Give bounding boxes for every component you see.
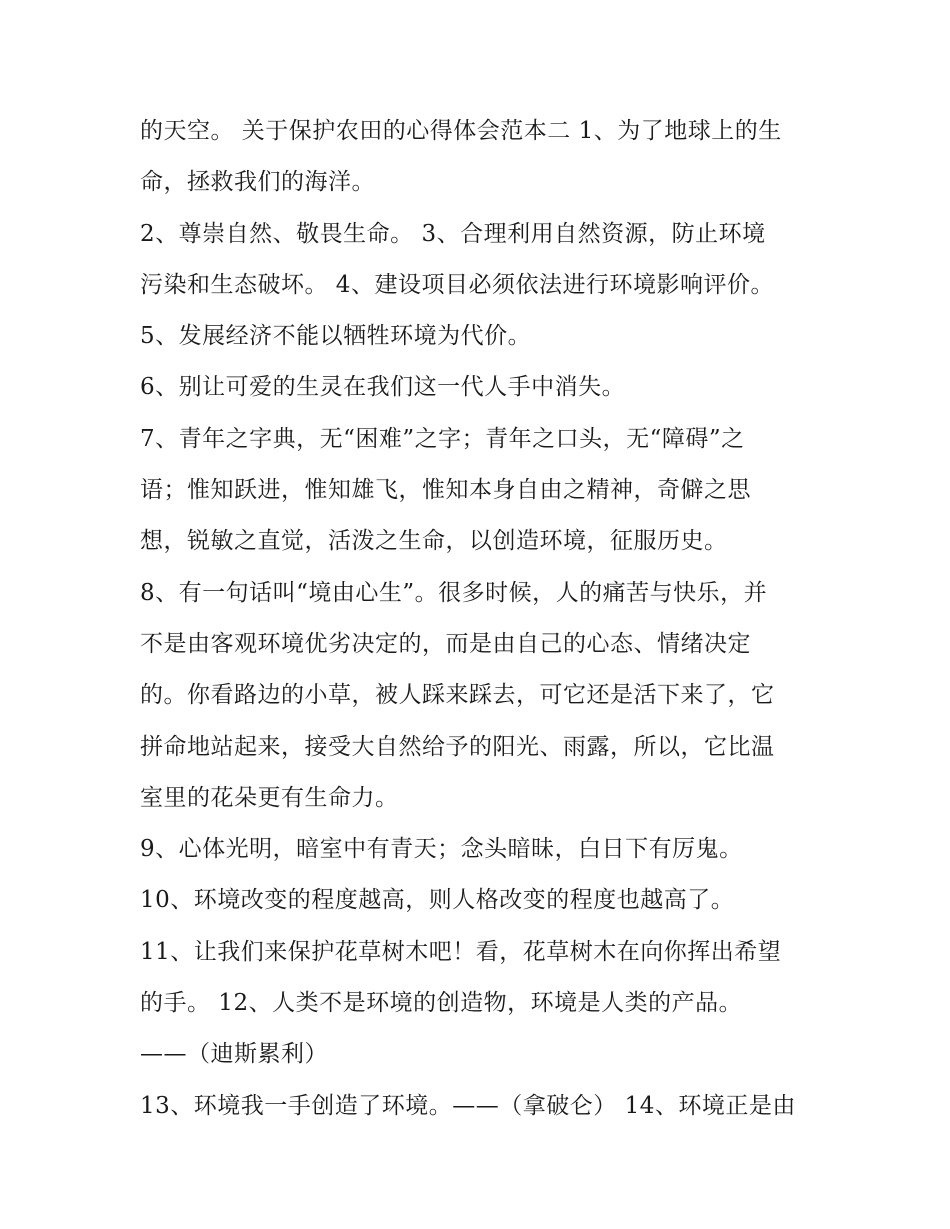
text-line: 的手。 12、人类不是环境的创造物，环境是人类的产品。 [140,990,743,1017]
text-line: 11、让我们来保护花草树木吧！看，花草树木在向你挥出希望 [140,938,782,965]
text-line: 室里的花朵更有生命力。 [140,784,399,811]
document-body [140,106,820,1132]
text-line: 2、尊崇自然、敬畏生命。 3、合理利用自然资源，防止环境 [140,220,766,247]
text-line: 的。你看路边的小草，被人踩来踩去，可它还是活下来了，它 [140,682,775,709]
text-line: 7、青年之字典，无“困难”之字；青年之口头，无“障碍”之 [140,425,745,452]
text-line: 命，拯救我们的海洋。 [140,169,375,196]
text-line: 语；惟知跃进，惟知雄飞，惟知本身自由之精神，奇僻之思 [140,477,751,504]
text-line: 13、环境我一手创造了环境。——（拿破仑） 14、环境正是由 [140,1092,796,1119]
text-line: 污染和生态破坏。 4、建设项目必须依法进行环境影响评价。 [140,271,774,298]
text-line: 8、有一句话叫“境由心生”。很多时候，人的痛苦与快乐，并 [140,579,768,606]
text-line: 不是由客观环境优劣决定的，而是由自己的心态、情绪决定 [140,630,751,657]
text-line: ——（迪斯累利） [140,1041,328,1068]
text-line: 9、心体光明，暗室中有青天；念头暗昧，白日下有厉鬼。 [140,836,743,863]
text-line: 5、发展经济不能以牺牲环境为代价。 [140,323,532,350]
text-line: 想，锐敏之直觉，活泼之生命，以创造环境，征服历史。 [140,528,728,555]
text-line: 6、别让可爱的生灵在我们这一代人手中消失。 [140,374,626,401]
text-line: 的天空。 关于保护农田的心得体会范本二 1、为了地球上的生 [140,118,782,144]
text-line: 10、环境改变的程度越高，则人格改变的程度也越高了。 [140,887,735,914]
text-line: 拼命地站起来，接受大自然给予的阳光、雨露，所以，它比温 [140,733,775,760]
